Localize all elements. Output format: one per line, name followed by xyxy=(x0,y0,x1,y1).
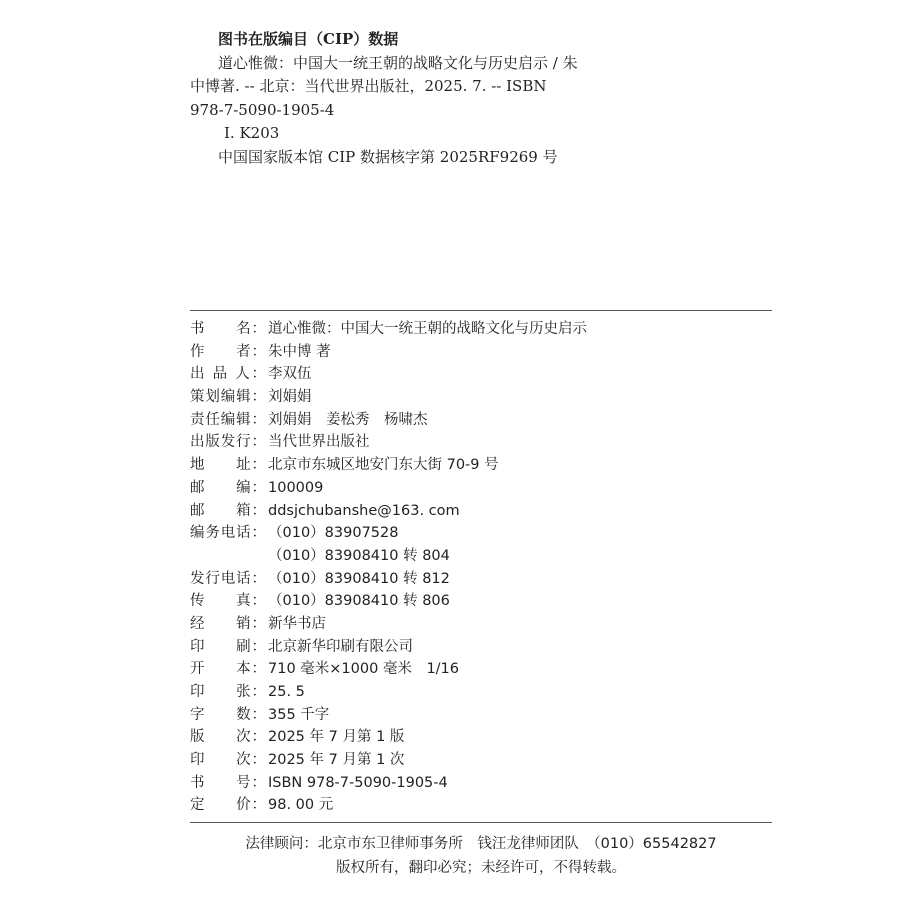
info-label: 出版发行： xyxy=(190,434,266,451)
cip-block xyxy=(190,28,750,169)
info-row-producer xyxy=(190,363,772,386)
info-value: 朱中博 著 xyxy=(268,343,331,360)
info-value: （010）83908410 转 806 xyxy=(268,593,450,610)
info-row-fax xyxy=(190,590,772,613)
info-label: 策划编辑： xyxy=(190,389,266,406)
info-value: （010）83908410 转 812 xyxy=(268,570,450,587)
info-row-address xyxy=(190,454,772,477)
info-value: 355 千字 xyxy=(268,706,330,723)
info-label: 作 者： xyxy=(190,343,266,360)
info-label: 定 价： xyxy=(190,797,266,814)
publication-info xyxy=(190,318,772,817)
info-row-price xyxy=(190,794,772,817)
info-value: 710 毫米×1000 毫米 1/16 xyxy=(268,661,460,678)
info-label: 邮 箱： xyxy=(190,502,266,519)
info-label: 书 名： xyxy=(190,321,266,337)
cip-author-line: 中博著. -- 北京：当代世界出版社，2025. 7. -- ISBN xyxy=(190,77,547,95)
cip-classification: Ⅰ. K203 xyxy=(224,124,280,142)
info-value: 98. 00 元 xyxy=(268,797,334,814)
legal-counsel: 法律顾问：北京市东卫律师事务所 钱汪龙律师团队 （010）65542827 xyxy=(245,836,717,852)
info-row-postcode xyxy=(190,477,772,500)
info-label: 地 址： xyxy=(190,457,266,474)
info-label: 版 次： xyxy=(190,729,266,746)
info-row-printing xyxy=(190,749,772,772)
info-label: 印 刷： xyxy=(190,638,266,655)
info-row-sheets xyxy=(190,681,772,704)
info-value: 当代世界出版社 xyxy=(268,434,370,451)
info-label: 印 次： xyxy=(190,752,266,769)
info-row-distributor xyxy=(190,613,772,636)
info-row-distribution-phone xyxy=(190,568,772,591)
info-row-author xyxy=(190,341,772,364)
legal-notice xyxy=(190,832,772,880)
info-row-planning-editor xyxy=(190,386,772,409)
cip-isbn-line: 978-7-5090-1905-4 xyxy=(190,100,335,119)
info-label: 印 张： xyxy=(190,684,266,700)
info-value: （010）83907528 xyxy=(268,525,399,542)
info-row-publisher xyxy=(190,431,772,454)
info-value: 2025 年 7 月第 1 次 xyxy=(268,752,405,769)
info-row-email xyxy=(190,500,772,523)
info-label: 字 数： xyxy=(190,706,266,723)
info-row-title xyxy=(190,318,772,341)
info-value: 道心惟微：中国大一统王朝的战略文化与历史启示 xyxy=(268,321,587,337)
info-value: 新华书店 xyxy=(268,615,326,632)
info-row-editorial-phone xyxy=(190,522,772,545)
info-value: 刘娟娟 xyxy=(268,389,312,406)
info-label: 发行电话： xyxy=(190,570,266,587)
info-row-printer xyxy=(190,636,772,659)
cip-title-line: 道心惟微：中国大一统王朝的战略文化与历史启示 / 朱 xyxy=(218,53,578,72)
info-row-isbn xyxy=(190,772,772,795)
copyright-notice: 版权所有，翻印必究；未经许可，不得转载。 xyxy=(336,860,626,876)
info-row-format xyxy=(190,658,772,681)
info-label: 责任编辑： xyxy=(190,411,266,428)
info-value: 100009 xyxy=(268,479,324,496)
info-label: 传 真： xyxy=(190,593,266,610)
info-value: 北京新华印刷有限公司 xyxy=(268,638,413,655)
info-label xyxy=(190,545,266,568)
info-value: 刘娟娟 姜松秀 杨啸杰 xyxy=(268,411,428,428)
info-row-editorial-phone-2 xyxy=(190,545,772,568)
divider-top xyxy=(190,310,772,311)
info-label: 开 本： xyxy=(190,661,266,678)
info-row-responsible-editors xyxy=(190,409,772,432)
info-value: 2025 年 7 月第 1 版 xyxy=(268,729,405,746)
info-label: 邮 编： xyxy=(190,479,266,496)
divider-bottom xyxy=(190,822,772,823)
info-value: 北京市东城区地安门东大街 70-9 号 xyxy=(268,457,499,474)
info-value: 李双伍 xyxy=(268,366,312,383)
cip-heading: 图书在版编目（CIP）数据 xyxy=(218,30,399,48)
info-row-edition xyxy=(190,726,772,749)
info-value: ddsjchubanshe@163. com xyxy=(268,502,460,519)
info-label: 书 号： xyxy=(190,774,266,791)
info-label: 出 品 人： xyxy=(190,366,266,383)
cip-number: 中国国家版本馆 CIP 数据核字第 2025RF9269 号 xyxy=(218,147,558,166)
info-label: 编务电话： xyxy=(190,525,266,542)
info-value: ISBN 978-7-5090-1905-4 xyxy=(268,774,448,791)
info-label: 经 销： xyxy=(190,615,266,632)
info-value: 25. 5 xyxy=(268,684,305,700)
info-row-word-count xyxy=(190,704,772,727)
info-value: （010）83908410 转 804 xyxy=(268,547,450,564)
